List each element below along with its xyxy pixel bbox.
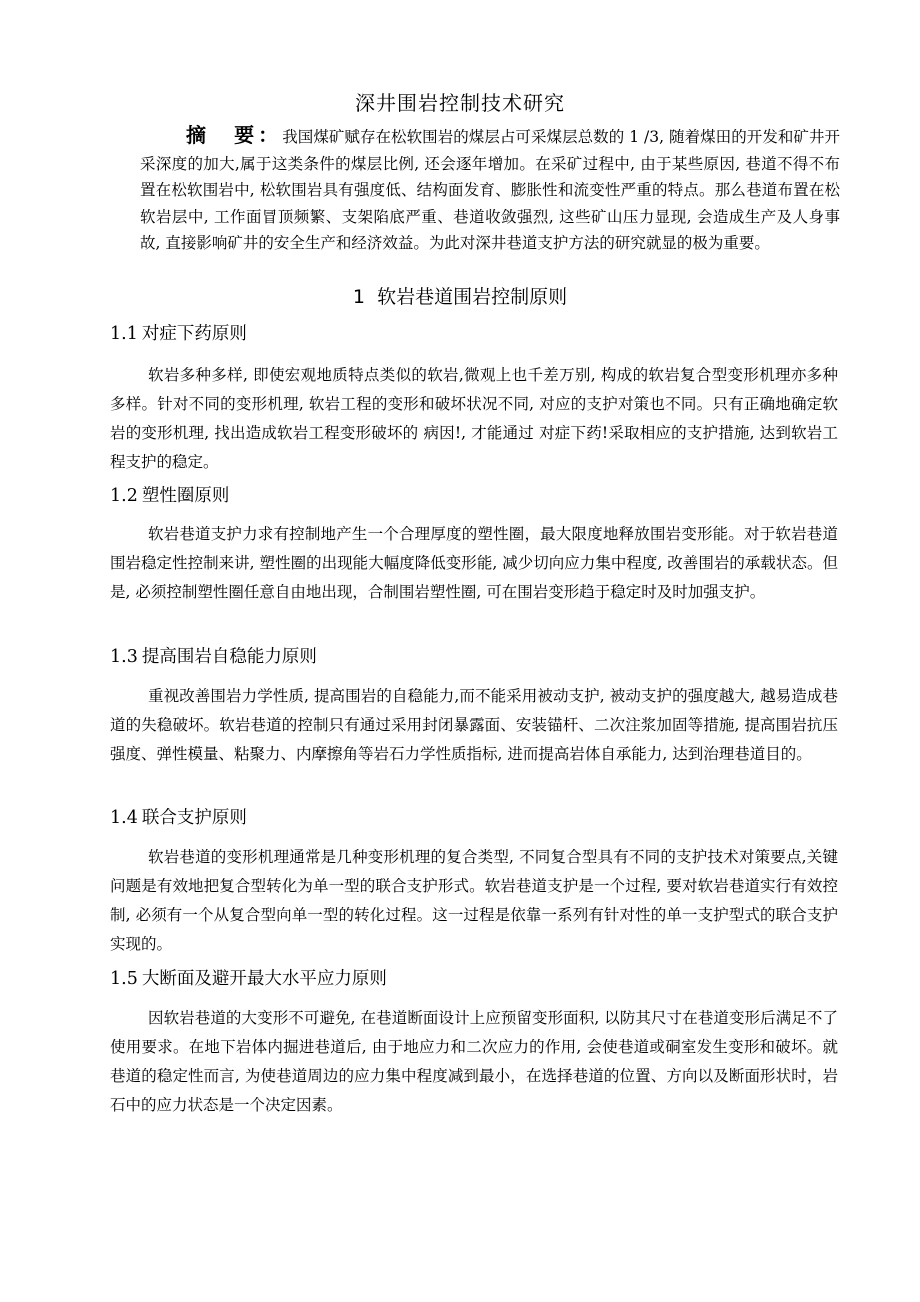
section-paragraph-1-4: 软岩巷道的变形机理通常是几种变形机理的复合类型, 不同复合型具有不同的支护技术对策要点,关键问题是有效地把复合型转化为单一型的联合支护形式。软岩巷道支护是一个过程, 要对软岩巷道实行有效控制, 必须有一个从复合型向单一型的转化过程。这一过程是依靠一系列有针对性的单一支护型式的联合支护实现的。 bbox=[110, 848, 838, 953]
section-number: 1.4 bbox=[110, 808, 138, 828]
section-heading-1-2 bbox=[110, 483, 830, 509]
section-number: 1.5 bbox=[110, 969, 138, 989]
section-title: 塑性圈原则 bbox=[141, 486, 230, 506]
section-heading-1-4 bbox=[110, 805, 830, 831]
section-heading-1-1 bbox=[110, 321, 830, 347]
abstract-label: 摘 要： bbox=[186, 123, 283, 147]
section-number: 1.3 bbox=[110, 647, 138, 667]
section-paragraph-1-5: 因软岩巷道的大变形不可避免, 在巷道断面设计上应预留变形面积, 以防其尺寸在巷道变形后满足不了使用要求。在地下岩体内掘进巷道后, 由于地应力和二次应力的作用, 会使巷道或硐室发生变形和破坏。就巷道的稳定性而言, 为使巷道周边的应力集中程度减到最小，在选择巷道的位置、方向以及断面形状时，岩石中的应力状态是一个决定因素。 bbox=[110, 1009, 838, 1114]
abstract-text: 我国煤矿赋存在松软围岩的煤层占可采煤层总数的 1 /3, 随着煤田的开发和矿井开采深度的加大,属于这类条件的煤层比例, 还会逐年增加。在采矿过程中, 由于某些原因, 巷道不得不布置在松软围岩中, 松软围岩具有强度低、结构面发育、膨胀性和流变性严重的特点。那么巷道布置在松软岩层中, 工作面冒顶频繁、支架陷底严重、巷道收敛强烈, 这些矿山压力显现, 会造成生产及人身事故, 直接影响矿井的安全生产和经济效益。为此对深井巷道支护方法的研究就显的极为重要。 bbox=[140, 128, 841, 253]
section-paragraph-1-1: 软岩多种多样, 即使宏观地质特点类似的软岩,微观上也千差万别, 构成的软岩复合型变形机理亦多种多样。针对不同的变形机理, 软岩工程的变形和破坏状况不同, 对应的支护对策也不同。只有正确地确定软岩的变形机理, 找出造成软岩工程变形破坏的 病因!, 才能通过 对症下药!采取相应的支护措施, 达到软岩工程支护的稳定。 bbox=[110, 366, 838, 471]
chapter-title: 软岩巷道围岩控制原则 bbox=[377, 286, 568, 308]
chapter-heading bbox=[0, 282, 920, 312]
section-title: 对症下药原则 bbox=[141, 324, 247, 344]
section-heading-1-3 bbox=[110, 644, 830, 670]
chapter-number: 1 bbox=[352, 286, 365, 308]
section-title: 大断面及避开最大水平应力原则 bbox=[141, 969, 387, 989]
section-paragraph-1-2: 软岩巷道支护力求有控制地产生一个合理厚度的塑性圈，最大限度地释放围岩变形能。对于软岩巷道围岩稳定性控制来讲, 塑性圈的出现能大幅度降低变形能, 减少切向应力集中程度, 改善围岩的承载状态。但是, 必须控制塑性圈任意自由地出现，合制围岩塑性圈, 可在围岩变形趋于稳定时及时加强支护。 bbox=[110, 525, 838, 601]
document-title: 深井围岩控制技术研究 bbox=[355, 91, 565, 115]
section-title: 联合支护原则 bbox=[141, 808, 247, 828]
section-heading-1-5 bbox=[110, 966, 830, 992]
section-title: 提高围岩自稳能力原则 bbox=[141, 647, 317, 667]
section-paragraph-1-3: 重视改善围岩力学性质, 提高围岩的自稳能力,而不能采用被动支护, 被动支护的强度越大, 越易造成巷道的失稳破坏。软岩巷道的控制只有通过采用封闭暴露面、安装锚杆、二次注浆加固等措施, 提高围岩抗压强度、弹性模量、粘聚力、内摩擦角等岩石力学性质指标, 进而提高岩体自承能力, 达到治理巷道目的。 bbox=[110, 687, 838, 763]
abstract bbox=[140, 122, 840, 257]
section-number: 1.1 bbox=[110, 324, 138, 344]
section-number: 1.2 bbox=[110, 486, 138, 506]
